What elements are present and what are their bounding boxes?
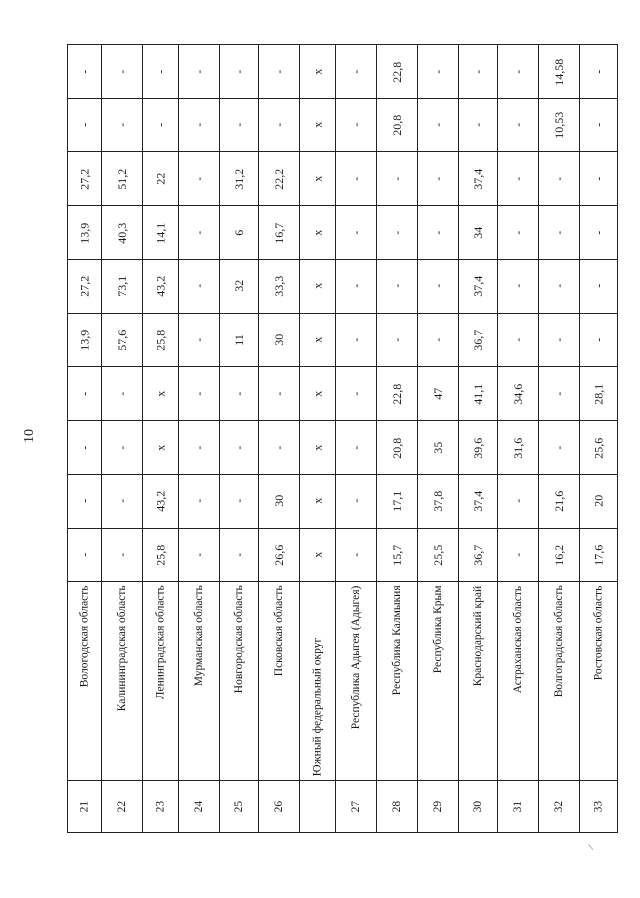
- table-cell: -: [498, 528, 539, 582]
- table-cell: -: [179, 206, 220, 260]
- row-number: 32: [539, 780, 580, 832]
- region-name: Ростовская область: [580, 582, 618, 780]
- region-name: Мурманская область: [179, 582, 220, 780]
- table-cell: 33,3: [259, 259, 300, 313]
- table-cell: -: [498, 98, 539, 152]
- table-cell: -: [418, 259, 459, 313]
- table-cell: -: [539, 367, 580, 421]
- table-cell: 22,8: [377, 367, 418, 421]
- table-cell: 30: [259, 313, 300, 367]
- value-column-2: [68, 474, 618, 528]
- table-cell: -: [539, 421, 580, 475]
- table-cell: -: [539, 313, 580, 367]
- table-cell: -: [143, 45, 179, 99]
- table-cell: 27,2: [68, 259, 102, 313]
- table-cell: -: [336, 528, 377, 582]
- table-cell: x: [300, 367, 336, 421]
- region-name: Вологодская область: [68, 582, 102, 780]
- value-column-3: [68, 421, 618, 475]
- table-cell: -: [377, 206, 418, 260]
- table-cell: 16,7: [259, 206, 300, 260]
- table-cell: -: [498, 152, 539, 206]
- table-cell: -: [220, 98, 259, 152]
- table-cell: -: [418, 313, 459, 367]
- table-cell: 17,6: [580, 528, 618, 582]
- table-cell: 25,5: [418, 528, 459, 582]
- table-cell: 22,2: [259, 152, 300, 206]
- row-number: 29: [418, 780, 459, 832]
- data-table-container: [67, 44, 605, 833]
- row-number: 23: [143, 780, 179, 832]
- table-cell: -: [220, 45, 259, 99]
- table-cell: 43,2: [143, 474, 179, 528]
- table-cell: 13,9: [68, 313, 102, 367]
- table-cell: -: [179, 152, 220, 206]
- row-number: 30: [459, 780, 498, 832]
- table-cell: -: [102, 45, 143, 99]
- table-cell: -: [498, 313, 539, 367]
- table-cell: -: [179, 367, 220, 421]
- table-cell: -: [68, 98, 102, 152]
- region-name: Краснодарский край: [459, 582, 498, 780]
- table-cell: 20,8: [377, 98, 418, 152]
- table-cell: 47: [418, 367, 459, 421]
- table-cell: 41,1: [459, 367, 498, 421]
- table-cell: 20,8: [377, 421, 418, 475]
- table-cell: -: [220, 474, 259, 528]
- table-cell: 25,8: [143, 528, 179, 582]
- table-cell: 6: [220, 206, 259, 260]
- table-cell: -: [336, 474, 377, 528]
- table-body: [68, 45, 618, 833]
- table-cell: -: [102, 528, 143, 582]
- table-cell: -: [143, 98, 179, 152]
- table-cell: -: [498, 206, 539, 260]
- table-cell: 37,4: [459, 152, 498, 206]
- row-number: 27: [336, 780, 377, 832]
- table-cell: 31,2: [220, 152, 259, 206]
- table-cell: x: [300, 152, 336, 206]
- table-cell: 43,2: [143, 259, 179, 313]
- row-number: 21: [68, 780, 102, 832]
- table-cell: -: [259, 45, 300, 99]
- table-cell: 17,1: [377, 474, 418, 528]
- value-column-7: [68, 206, 618, 260]
- table-cell: -: [418, 152, 459, 206]
- value-column-10: [68, 45, 618, 99]
- value-column-4: [68, 367, 618, 421]
- table-cell: 26,6: [259, 528, 300, 582]
- table-cell: -: [259, 98, 300, 152]
- table-cell: -: [377, 152, 418, 206]
- table-cell: x: [300, 313, 336, 367]
- table-cell: 16,2: [539, 528, 580, 582]
- table-cell: -: [179, 45, 220, 99]
- table-cell: -: [459, 45, 498, 99]
- table-cell: -: [179, 98, 220, 152]
- table-cell: 20: [580, 474, 618, 528]
- table-cell: -: [336, 152, 377, 206]
- table-cell: -: [498, 45, 539, 99]
- table-cell: -: [539, 259, 580, 313]
- region-name: Новгородская область: [220, 582, 259, 780]
- table-cell: -: [377, 313, 418, 367]
- table-cell: 27,2: [68, 152, 102, 206]
- table-cell: -: [179, 474, 220, 528]
- table-cell: 37,8: [418, 474, 459, 528]
- row-number: 26: [259, 780, 300, 832]
- region-name-column: [68, 582, 618, 780]
- table-cell: -: [102, 367, 143, 421]
- value-column-6: [68, 259, 618, 313]
- table-cell: -: [68, 421, 102, 475]
- table-cell: -: [336, 421, 377, 475]
- table-cell: 51,2: [102, 152, 143, 206]
- table-cell: 22,8: [377, 45, 418, 99]
- table-cell: 13,9: [68, 206, 102, 260]
- table-cell: 37,4: [459, 259, 498, 313]
- table-cell: 30: [259, 474, 300, 528]
- page-number: 10: [22, 429, 37, 443]
- table-cell: -: [580, 206, 618, 260]
- row-number: 31: [498, 780, 539, 832]
- table-cell: -: [580, 98, 618, 152]
- table-cell: -: [580, 152, 618, 206]
- table-cell: -: [68, 474, 102, 528]
- table-cell: -: [259, 367, 300, 421]
- table-cell: x: [300, 528, 336, 582]
- table-cell: -: [68, 45, 102, 99]
- table-cell: x: [143, 421, 179, 475]
- table-cell: -: [539, 152, 580, 206]
- value-column-1: [68, 528, 618, 582]
- table-cell: -: [336, 45, 377, 99]
- table-cell: -: [179, 259, 220, 313]
- table-cell: 36,7: [459, 313, 498, 367]
- table-cell: x: [300, 98, 336, 152]
- row-number: 22: [102, 780, 143, 832]
- region-name: Республика Адыгея (Адыгея): [336, 582, 377, 780]
- table-cell: -: [336, 313, 377, 367]
- table-cell: -: [179, 528, 220, 582]
- table-cell: -: [336, 98, 377, 152]
- table-cell: x: [300, 45, 336, 99]
- table-cell: -: [102, 474, 143, 528]
- table-cell: -: [68, 367, 102, 421]
- table-cell: -: [220, 421, 259, 475]
- region-name: Псковская область: [259, 582, 300, 780]
- table-cell: 34: [459, 206, 498, 260]
- table-cell: -: [220, 528, 259, 582]
- table-cell: -: [179, 313, 220, 367]
- scan-mark: /: [585, 843, 597, 852]
- table-cell: x: [300, 421, 336, 475]
- table-cell: x: [300, 259, 336, 313]
- data-table: [67, 44, 618, 833]
- table-cell: -: [220, 367, 259, 421]
- value-column-8: [68, 152, 618, 206]
- table-cell: -: [179, 421, 220, 475]
- table-cell: 36,7: [459, 528, 498, 582]
- table-cell: -: [102, 421, 143, 475]
- table-cell: -: [102, 98, 143, 152]
- table-cell: 14,1: [143, 206, 179, 260]
- table-cell: 31,6: [498, 421, 539, 475]
- table-cell: -: [68, 528, 102, 582]
- table-cell: -: [336, 259, 377, 313]
- region-name: Республика Калмыкия: [377, 582, 418, 780]
- region-name: Астраханская область: [498, 582, 539, 780]
- row-number: 33: [580, 780, 618, 832]
- region-name: Республика Крым: [418, 582, 459, 780]
- table-cell: x: [300, 474, 336, 528]
- table-cell: 73,1: [102, 259, 143, 313]
- table-cell: 40,3: [102, 206, 143, 260]
- table-cell: -: [418, 206, 459, 260]
- table-cell: 39,6: [459, 421, 498, 475]
- table-cell: x: [300, 206, 336, 260]
- table-cell: 32: [220, 259, 259, 313]
- table-cell: 28,1: [580, 367, 618, 421]
- table-cell: 11: [220, 313, 259, 367]
- region-name: Ленинградская область: [143, 582, 179, 780]
- table-cell: -: [336, 206, 377, 260]
- table-cell: -: [498, 259, 539, 313]
- row-number: 25: [220, 780, 259, 832]
- region-name: Южный федеральный округ: [300, 582, 336, 780]
- table-cell: -: [418, 98, 459, 152]
- row-number: 24: [179, 780, 220, 832]
- table-cell: 21,6: [539, 474, 580, 528]
- row-number: 28: [377, 780, 418, 832]
- table-cell: 15,7: [377, 528, 418, 582]
- table-cell: -: [377, 259, 418, 313]
- table-cell: 22: [143, 152, 179, 206]
- row-number-column: [68, 780, 618, 832]
- region-name: Калининградская область: [102, 582, 143, 780]
- table-cell: 10,53: [539, 98, 580, 152]
- table-cell: 35: [418, 421, 459, 475]
- table-cell: -: [580, 313, 618, 367]
- table-cell: 25,6: [580, 421, 618, 475]
- row-number: [300, 780, 336, 832]
- table-cell: -: [580, 45, 618, 99]
- table-cell: 57,6: [102, 313, 143, 367]
- table-cell: -: [418, 45, 459, 99]
- table-cell: -: [498, 474, 539, 528]
- table-cell: 37,4: [459, 474, 498, 528]
- value-column-9: [68, 98, 618, 152]
- table-cell: 14,58: [539, 45, 580, 99]
- table-cell: -: [539, 206, 580, 260]
- table-cell: 34,6: [498, 367, 539, 421]
- table-cell: -: [580, 259, 618, 313]
- region-name: Волгоградская область: [539, 582, 580, 780]
- table-cell: -: [459, 98, 498, 152]
- table-cell: -: [336, 367, 377, 421]
- table-cell: 25,8: [143, 313, 179, 367]
- value-column-5: [68, 313, 618, 367]
- table-cell: x: [143, 367, 179, 421]
- table-cell: -: [259, 421, 300, 475]
